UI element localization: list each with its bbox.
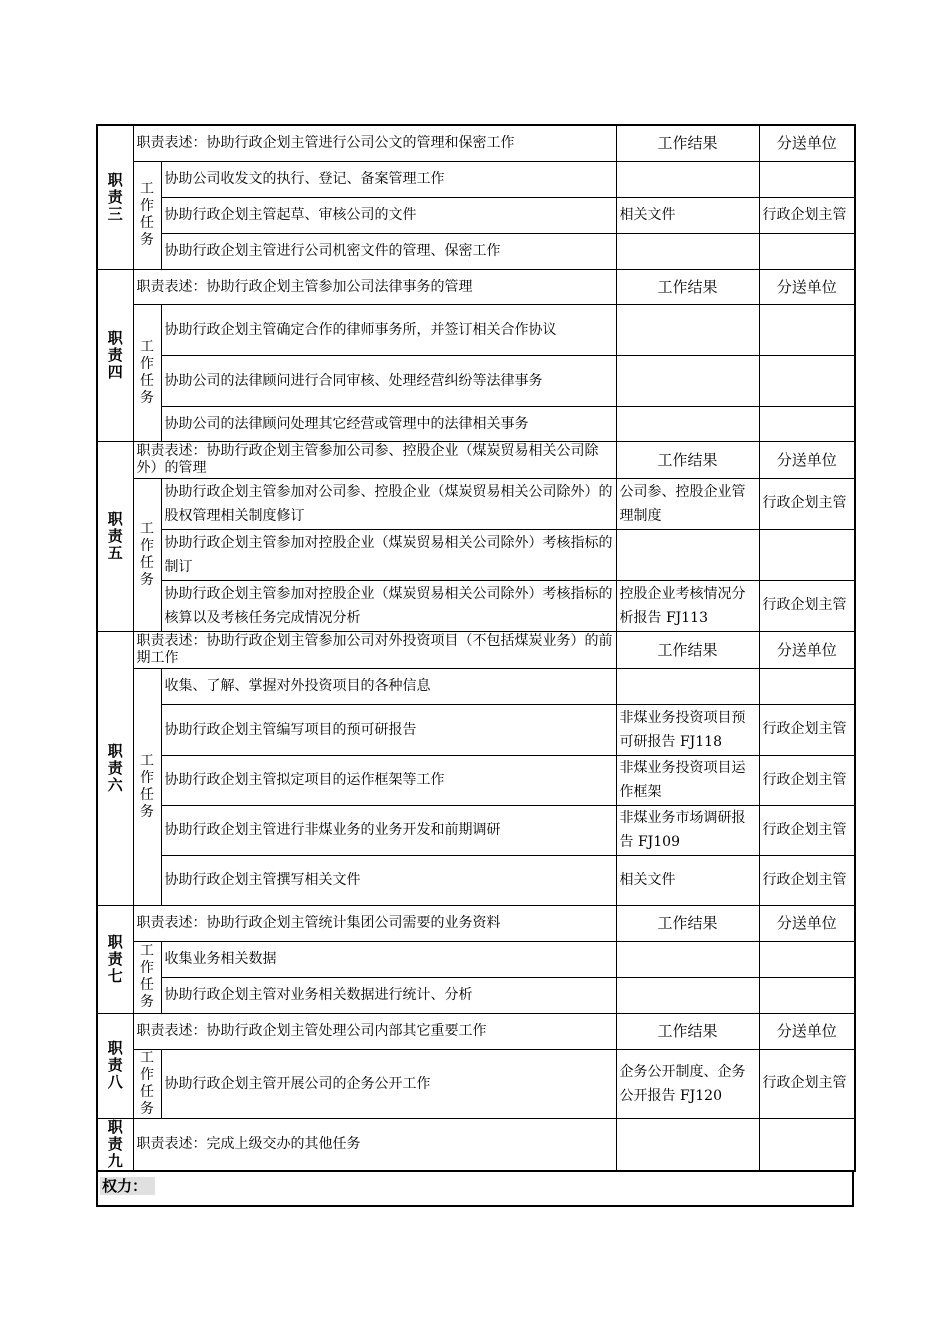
task-result: 公司参、控股企业管理制度 (616, 478, 759, 529)
duty-summary: 职责表述：协助行政企划主管统计集团公司需要的业务资料 (133, 905, 616, 941)
task-result (616, 233, 759, 269)
result-header: 工作结果 (616, 125, 759, 161)
task-row (97, 1049, 855, 1118)
task-recipient: 行政企划主管 (759, 580, 855, 631)
task-result (616, 668, 759, 704)
duty-name: 职责七 (107, 932, 123, 985)
task-recipient: 行政企划主管 (759, 197, 855, 233)
duty-header-row (97, 631, 855, 668)
task-text: 协助行政企划主管起草、审核公司的文件 (161, 197, 616, 233)
task-text: 协助行政企划主管确定合作的律师事务所，并签订相关合作协议 (161, 304, 616, 355)
task-result (616, 355, 759, 406)
task-label: 工作任务 (133, 304, 161, 441)
duty-header-row (97, 441, 855, 478)
duty-summary: 职责表述：完成上级交办的其他任务 (133, 1118, 616, 1171)
task-text: 收集业务相关数据 (161, 941, 616, 977)
duty-name: 职责五 (107, 509, 123, 562)
result-header: 工作结果 (616, 269, 759, 304)
duty-name: 职责四 (107, 328, 123, 381)
task-recipient: 行政企划主管 (759, 855, 855, 905)
result-header (616, 1118, 759, 1171)
task-result: 非煤业务投资项目运作框架 (616, 755, 759, 805)
task-row (97, 704, 855, 755)
task-text: 协助行政企划主管开展公司的企务公开工作 (161, 1049, 616, 1118)
duty-label (97, 441, 133, 631)
task-row (97, 668, 855, 704)
task-result: 非煤业务市场调研报告 FJ109 (616, 805, 759, 855)
duty-name: 职责八 (107, 1039, 123, 1091)
task-recipient: 行政企划主管 (759, 478, 855, 529)
duty-header-row (97, 1118, 855, 1171)
task-row (97, 941, 855, 977)
duty-name: 职责九 (107, 1117, 123, 1170)
task-result: 相关文件 (616, 197, 759, 233)
duty-label (97, 905, 133, 1013)
duties-table (96, 124, 856, 1172)
task-row (97, 855, 855, 905)
duty-summary: 职责表述：协助行政企划主管参加公司法律事务的管理 (133, 269, 616, 304)
task-recipient (759, 406, 855, 441)
duty-header-row (97, 125, 855, 161)
task-result (616, 529, 759, 580)
task-text: 协助行政企划主管进行非煤业务的业务开发和前期调研 (161, 805, 616, 855)
recipient-header: 分送单位 (759, 631, 855, 668)
task-recipient (759, 304, 855, 355)
task-text: 协助公司的法律顾问进行合同审核、处理经营纠纷等法律事务 (161, 355, 616, 406)
task-label: 工作任务 (133, 161, 161, 269)
task-label: 工作任务 (133, 668, 161, 905)
task-recipient (759, 161, 855, 197)
task-result: 非煤业务投资项目预可研报告 FJ118 (616, 704, 759, 755)
task-text: 协助行政企划主管编写项目的预可研报告 (161, 704, 616, 755)
duty-label (97, 1013, 133, 1118)
task-row (97, 304, 855, 355)
duty-label (97, 631, 133, 905)
task-label: 工作任务 (133, 1049, 161, 1118)
task-recipient (759, 668, 855, 704)
result-header: 工作结果 (616, 631, 759, 668)
task-recipient: 行政企划主管 (759, 755, 855, 805)
task-text: 协助行政企划主管参加对控股企业（煤炭贸易相关公司除外）考核指标的核算以及考核任务完成情况分析 (161, 580, 616, 631)
recipient-header: 分送单位 (759, 1013, 855, 1049)
duty-header-row (97, 269, 855, 304)
task-text: 协助公司的法律顾问处理其它经营或管理中的法律相关事务 (161, 406, 616, 441)
task-recipient (759, 233, 855, 269)
task-result (616, 304, 759, 355)
task-result (616, 941, 759, 977)
duty-header-row (97, 905, 855, 941)
duty-label (97, 125, 133, 269)
task-result (616, 161, 759, 197)
task-text: 收集、了解、掌握对外投资项目的各种信息 (161, 668, 616, 704)
recipient-header: 分送单位 (759, 269, 855, 304)
duty-name: 职责六 (107, 741, 123, 794)
power-label: 权力： (100, 1177, 155, 1195)
task-row (97, 977, 855, 1013)
duty-header-row (97, 1013, 855, 1049)
task-result (616, 406, 759, 441)
result-header: 工作结果 (616, 441, 759, 478)
task-text: 协助行政企划主管撰写相关文件 (161, 855, 616, 905)
task-row (97, 197, 855, 233)
duty-summary: 职责表述：协助行政企划主管处理公司内部其它重要工作 (133, 1013, 616, 1049)
task-text: 协助行政企划主管对业务相关数据进行统计、分析 (161, 977, 616, 1013)
recipient-header: 分送单位 (759, 125, 855, 161)
task-text: 协助行政企划主管参加对公司参、控股企业（煤炭贸易相关公司除外）的股权管理相关制度修订 (161, 478, 616, 529)
task-recipient (759, 941, 855, 977)
task-recipient (759, 355, 855, 406)
task-label: 工作任务 (133, 941, 161, 1013)
recipient-header: 分送单位 (759, 905, 855, 941)
task-label: 工作任务 (133, 478, 161, 631)
duty-name: 职责三 (107, 170, 123, 223)
task-result: 企务公开制度、企务公开报告 FJ120 (616, 1049, 759, 1118)
task-result: 相关文件 (616, 855, 759, 905)
recipient-header: 分送单位 (759, 441, 855, 478)
task-text: 协助公司收发文的执行、登记、备案管理工作 (161, 161, 616, 197)
task-row (97, 233, 855, 269)
duty-summary: 职责表述：协助行政企划主管参加公司对外投资项目（不包括煤炭业务）的前期工作 (133, 631, 616, 668)
task-row (97, 805, 855, 855)
task-result (616, 977, 759, 1013)
task-text: 协助行政企划主管进行公司机密文件的管理、保密工作 (161, 233, 616, 269)
recipient-header (759, 1118, 855, 1171)
task-recipient: 行政企划主管 (759, 805, 855, 855)
result-header: 工作结果 (616, 905, 759, 941)
task-result: 控股企业考核情况分析报告 FJ113 (616, 580, 759, 631)
task-recipient (759, 977, 855, 1013)
task-row (97, 755, 855, 805)
task-row (97, 478, 855, 529)
task-row (97, 580, 855, 631)
duty-label (97, 269, 133, 441)
task-row (97, 161, 855, 197)
task-recipient: 行政企划主管 (759, 704, 855, 755)
task-text: 协助行政企划主管拟定项目的运作框架等工作 (161, 755, 616, 805)
power-row (96, 1172, 854, 1207)
task-row (97, 529, 855, 580)
result-header: 工作结果 (616, 1013, 759, 1049)
task-row (97, 406, 855, 441)
task-recipient: 行政企划主管 (759, 1049, 855, 1118)
duty-summary: 职责表述：协助行政企划主管进行公司公文的管理和保密工作 (133, 125, 616, 161)
task-text: 协助行政企划主管参加对控股企业（煤炭贸易相关公司除外）考核指标的制订 (161, 529, 616, 580)
task-row (97, 355, 855, 406)
duty-summary: 职责表述：协助行政企划主管参加公司参、控股企业（煤炭贸易相关公司除外）的管理 (133, 441, 616, 478)
job-description-page (96, 124, 854, 1207)
duty-label (97, 1118, 133, 1171)
task-recipient (759, 529, 855, 580)
